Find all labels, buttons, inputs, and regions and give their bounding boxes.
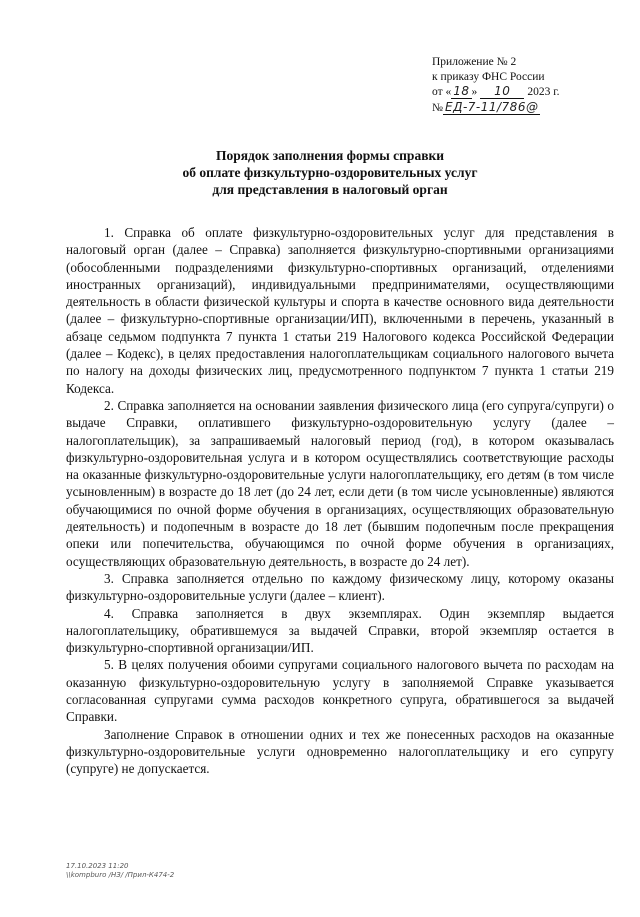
number-prefix: №: [432, 101, 443, 114]
paragraph-5: 5. В целях получения обоими супругами социального налогового вычета по расходам на оказанную физкультурно-оздоровительную услугу в заполняемой Справке указывается согласованная супругами сумма расходов конкретного супруга, обратившегося за выдачей Справки.: [66, 657, 614, 725]
appendix-number-line: [432, 100, 632, 116]
paragraph-3: 3. Справка заполняется отдельно по каждому физическому лицу, которому оказаны физкультурно-оздоровительные услуги (далее – клиент).: [66, 570, 614, 604]
paragraph-6: Заполнение Справок в отношении одних и тех же понесенных расходов на оказанные физкультурно-оздоровительные услуги одновременно налогоплательщику и его супругу (супруге) не допускается.: [66, 726, 614, 777]
date-prefix: от «: [432, 86, 452, 98]
title-line-1: Порядок заполнения формы справки: [215, 148, 445, 163]
date-day: 18: [453, 84, 470, 98]
appendix-line: Приложение № 2: [432, 56, 517, 68]
title-line-2: об оплате физкультурно-оздоровительных услуг: [182, 165, 478, 180]
date-year: 2023 г.: [527, 86, 560, 98]
paragraph-4: 4. Справка заполняется в двух экземплярах. Один экземпляр выдается налогоплательщику, обратившемуся за выдачей Справки, второй экземпляр остается в физкультурно-спортивной организации/ИП.: [66, 605, 614, 656]
document-body: [66, 224, 614, 778]
footer-path: \\kompburo /НЗ/ /Прил-К474-2: [66, 871, 175, 879]
appendix-order-line: к приказу ФНС России: [432, 70, 545, 83]
title-line-3: для представления в налоговый орган: [212, 182, 448, 197]
date-mid: »: [471, 86, 478, 98]
appendix-date-line: [432, 84, 632, 100]
paragraph-1: 1. Справка об оплате физкультурно-оздоровительных услуг для представления в налоговый орган (далее – Справка) заполняется физкультурно-спортивными организациями (обособленными подразделениями физкультурно-спортивных организаций, отделениями иностранных организаций), индивидуальными предпринимателями, осуществляющими деятельность в области физической культуры и спорта в качестве основного вида деятельности (далее – физкультурно-спортивные организации/ИП), включенными в перечень, указанный в абзаце седьмом подпункта 7 пункта 1 статьи 219 Налогового кодекса Российской Федерации (далее – Кодекс), в целях предоставления налогоплательщикам социального налогового вычета по налогу на доходы физических лиц, предусмотренного подпунктом 7 пункта 1 статьи 219 Кодекса.: [66, 225, 614, 396]
order-number: ЕД-7-11/786@: [444, 99, 539, 114]
paragraph-2: 2. Справка заполняется на основании заявления физического лица (его супруга/супруги) о выдаче Справки, оплатившего физкультурно-оздоровительную услугу (далее – налогоплательщик), за запрашиваемый налоговый период (год), в котором оказывалась физкультурно-оздоровительная услуга и в котором осуществлялись соответствующие расходы на оказанные физкультурно-оздоровительные услуги налогоплательщику, его детям (в том числе усыновленным) в возрасте до 18 лет (до 24 лет, если дети (в том числе усыновленные) являются обучающимися по очной форме обучения в организациях, осуществляющих образовательную деятельность) и подопечным в возрасте до 18 лет (бывшим подопечным после прекращения опеки или попечительства, обучающимся по очной форме обучения в организациях, осуществляющих образовательную деятельность, в возрасте до 24 лет).: [66, 397, 614, 569]
appendix-header: [432, 55, 632, 115]
date-month: 10: [480, 84, 524, 99]
document-title: [60, 147, 600, 198]
print-footer: [66, 862, 174, 880]
footer-timestamp: 17.10.2023 11:20: [66, 862, 129, 870]
